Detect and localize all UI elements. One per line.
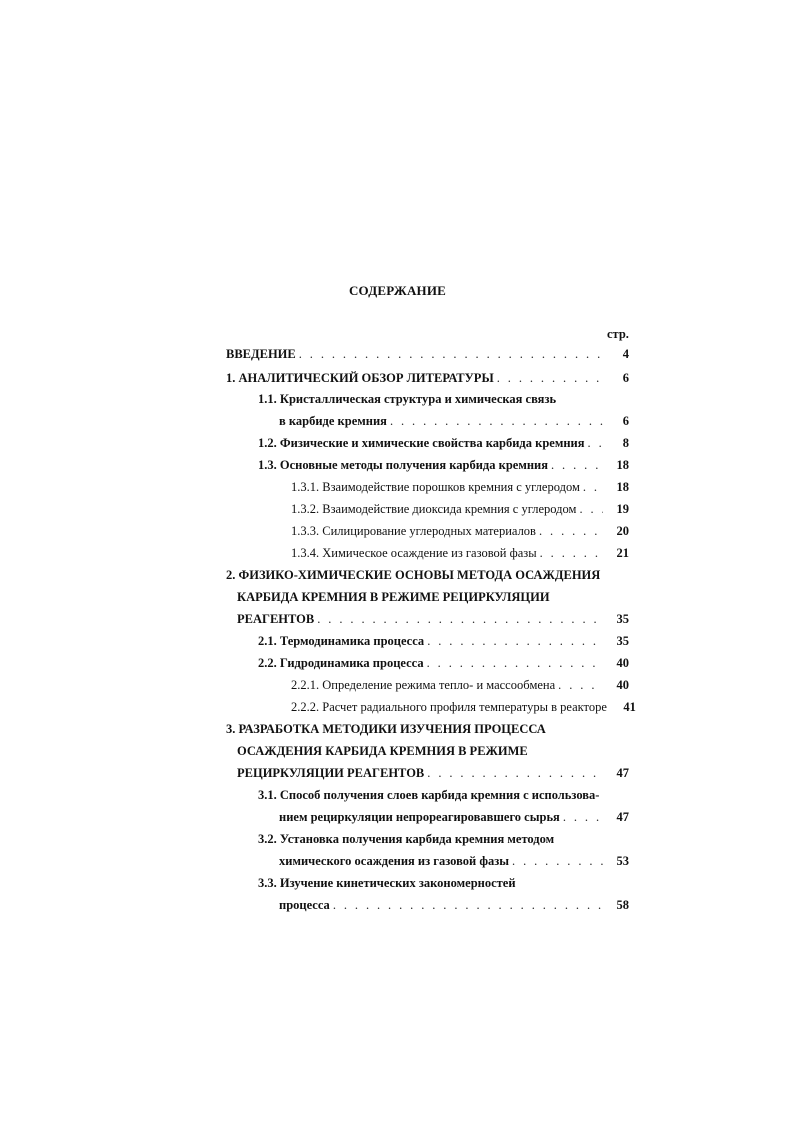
toc-entry-text: 2.2.2. Расчет радиального профиля температуры в реакторе xyxy=(291,700,607,714)
toc-entry-3-1-line1 xyxy=(258,786,629,804)
toc-entry-1-3-3 xyxy=(291,522,629,540)
toc-entry-3-2-line2 xyxy=(279,852,629,870)
dot-leader xyxy=(555,676,603,694)
toc-entry-1-3 xyxy=(258,456,629,474)
toc-entry-3-1-line2 xyxy=(279,808,629,826)
toc-entry-text: 2.2.1. Определение режима тепло- и массообмена xyxy=(291,678,556,692)
toc-entry-text: КАРБИДА КРЕМНИЯ В РЕЖИМЕ РЕЦИРКУЛЯЦИИ xyxy=(237,590,550,604)
toc-entry-page: 8 xyxy=(622,436,629,450)
toc-entry-text: 3.3. Изучение кинетических закономерностей xyxy=(258,876,516,890)
toc-entry-chapter-2-line2 xyxy=(237,588,629,606)
page-title: СОДЕРЖАНИЕ xyxy=(348,283,447,298)
dot-leader xyxy=(494,369,603,387)
toc-entry-page: 35 xyxy=(616,634,629,648)
toc-entry-1-3-4 xyxy=(291,544,629,562)
dot-leader xyxy=(560,808,603,826)
toc-entry-page: 18 xyxy=(616,458,629,472)
toc-entry-text: 3.1. Способ получения слоев карбида кремния с использова- xyxy=(258,788,600,802)
toc-entry-page: 18 xyxy=(616,480,629,494)
toc-entry-chapter-3-line2 xyxy=(237,742,629,760)
toc-entry-page: 47 xyxy=(616,766,629,780)
page-column-label: стр. xyxy=(607,327,629,341)
toc-entry-page: 40 xyxy=(616,656,629,670)
toc-entry-text: 1.3.3. Силицирование углеродных материалов xyxy=(291,524,536,538)
toc-entry-text: 1.3. Основные методы получения карбида кремния xyxy=(258,458,548,472)
toc-entry-text: нием рециркуляции непрореагировавшего сырья xyxy=(279,810,560,824)
dot-leader xyxy=(509,852,603,870)
toc-entry-page: 40 xyxy=(616,678,629,692)
toc-entry-page: 19 xyxy=(616,502,629,516)
toc-entry-text: ОСАЖДЕНИЯ КАРБИДА КРЕМНИЯ В РЕЖИМЕ xyxy=(237,744,528,758)
toc-entry-text: 1. АНАЛИТИЧЕСКИЙ ОБЗОР ЛИТЕРАТУРЫ xyxy=(226,371,494,385)
dot-leader xyxy=(424,654,603,672)
toc-entry-1-3-2 xyxy=(291,500,629,518)
toc-entry-text: ВВЕДЕНИЕ xyxy=(226,347,296,361)
toc-entry-text: химического осаждения из газовой фазы xyxy=(279,854,510,868)
toc-entry-text: 1.3.2. Взаимодействие диоксида кремния с углеродом xyxy=(291,502,577,516)
dot-leader xyxy=(296,345,603,363)
toc-entry-1-2 xyxy=(258,434,629,452)
toc-entry-text: процесса xyxy=(279,898,330,912)
toc-entry-2-2 xyxy=(258,654,629,672)
toc-entry-3-3-line1 xyxy=(258,874,629,892)
toc-entry-text: 2.2. Гидродинамика процесса xyxy=(258,656,424,670)
toc-entry-text: 1.2. Физические и химические свойства карбида кремния xyxy=(258,436,585,450)
toc-entry-chapter-2-line1 xyxy=(226,566,629,584)
toc-entry-chapter-1 xyxy=(226,369,629,387)
dot-leader xyxy=(585,434,603,452)
dot-leader xyxy=(576,500,603,518)
toc-entry-text: РЕЦИРКУЛЯЦИИ РЕАГЕНТОВ xyxy=(237,766,425,780)
dot-leader xyxy=(580,478,603,496)
dot-leader xyxy=(330,896,603,914)
toc-entry-1-3-1 xyxy=(291,478,629,496)
toc-entry-chapter-2-line3 xyxy=(237,610,629,628)
toc-entry-text: 1.3.1. Взаимодействие порошков кремния с углеродом xyxy=(291,480,580,494)
toc-entry-text: 2. ФИЗИКО-ХИМИЧЕСКИЕ ОСНОВЫ МЕТОДА ОСАЖДЕНИЯ xyxy=(226,568,601,582)
toc-entry-page: 4 xyxy=(622,347,629,361)
dot-leader xyxy=(537,544,603,562)
toc-entry-text: в карбиде кремния xyxy=(279,414,387,428)
toc-entry-chapter-3-line3 xyxy=(237,764,629,782)
toc-entry-3-3-line2 xyxy=(279,896,629,914)
toc-entry-page: 6 xyxy=(622,371,629,385)
toc-entry-page: 41 xyxy=(623,700,636,714)
toc-entry-2-2-2 xyxy=(291,698,636,716)
dot-leader xyxy=(314,610,603,628)
toc-entry-text: 3.2. Установка получения карбида кремния методом xyxy=(258,832,555,846)
toc-entry-text: 1.1. Кристаллическая структура и химическая связь xyxy=(258,392,557,406)
toc-entry-page: 53 xyxy=(616,854,629,868)
toc-entry-page: 58 xyxy=(616,898,629,912)
dot-leader xyxy=(536,522,603,540)
toc-entry-2-2-1 xyxy=(291,676,629,694)
dot-leader xyxy=(424,632,603,650)
dot-leader xyxy=(424,764,603,782)
toc-entry-2-1 xyxy=(258,632,629,650)
toc-entry-intro xyxy=(226,345,629,363)
dot-leader xyxy=(548,456,603,474)
toc-entry-page: 6 xyxy=(622,414,629,428)
toc-entry-page: 20 xyxy=(616,524,629,538)
toc-entry-text: 2.1. Термодинамика процесса xyxy=(258,634,425,648)
toc-entry-page: 47 xyxy=(616,810,629,824)
toc-entry-text: 1.3.4. Химическое осаждение из газовой фазы xyxy=(291,546,537,560)
toc-entry-text: РЕАГЕНТОВ xyxy=(237,612,315,626)
toc-entry-1-1-line1 xyxy=(258,390,629,408)
toc-entry-text: 3. РАЗРАБОТКА МЕТОДИКИ ИЗУЧЕНИЯ ПРОЦЕССА xyxy=(226,722,546,736)
toc-entry-1-1-line2 xyxy=(279,412,629,430)
dot-leader xyxy=(387,412,603,430)
toc-entry-chapter-3-line1 xyxy=(226,720,629,738)
toc-entry-3-2-line1 xyxy=(258,830,629,848)
toc-entry-page: 35 xyxy=(616,612,629,626)
toc-entry-page: 21 xyxy=(616,546,629,560)
